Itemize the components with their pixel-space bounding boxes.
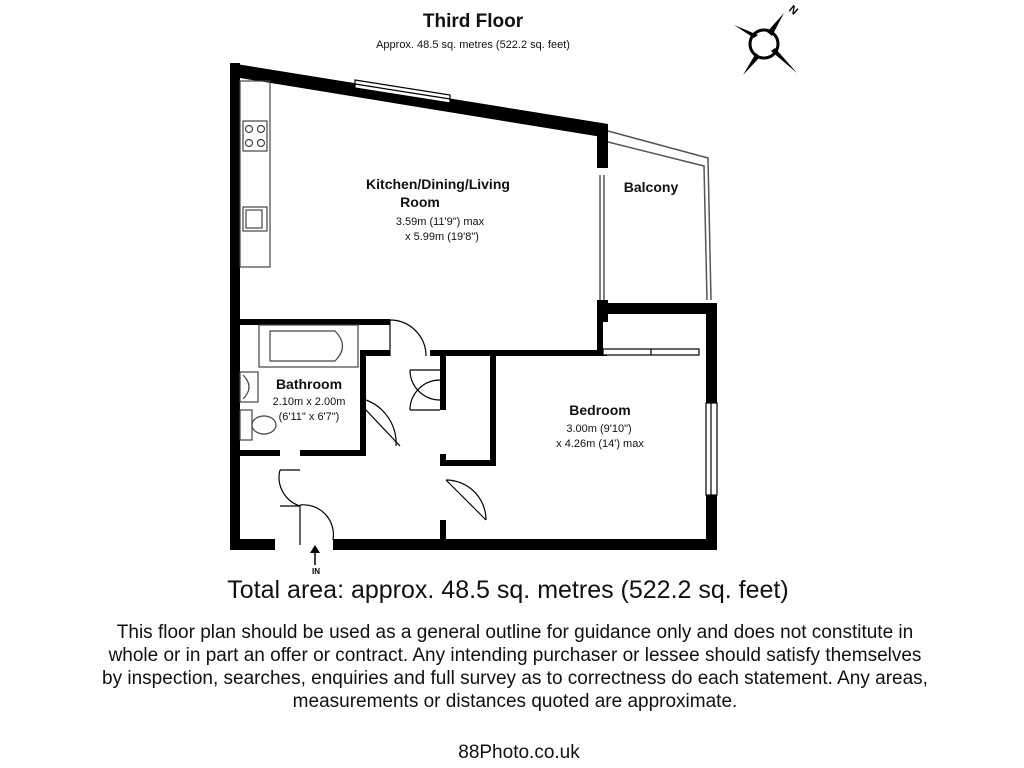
- total-area: Total area: approx. 48.5 sq. metres (522.2 sq. feet): [227, 576, 789, 604]
- kitchen-name-line2: Room: [400, 194, 440, 210]
- kitchen-dim-line1: 3.59m (11'9") max: [395, 216, 485, 228]
- compass-icon: [734, 3, 800, 75]
- entrance-arrow-icon: [310, 545, 320, 575]
- door-bedroom: [446, 480, 486, 520]
- compass-north-label: N: [786, 3, 800, 18]
- door-bathroom: [366, 410, 400, 446]
- bedroom-dim-line1: 3.00m (9'10"): [566, 423, 632, 435]
- toilet-icon: [252, 416, 276, 434]
- bedroom-dim-line2: x 4.26m (14') max: [556, 438, 644, 450]
- wall-bottom: [333, 539, 717, 550]
- plan-title: Third Floor: [422, 11, 524, 32]
- sink-icon: [243, 207, 267, 231]
- balcony-name: Balcony: [623, 179, 679, 195]
- toilet-cistern-icon: [240, 410, 252, 440]
- hob-ring-icon: [246, 126, 253, 133]
- plan-subtitle: Approx. 48.5 sq. metres (522.2 sq. feet): [376, 39, 570, 51]
- kitchen-name-line1: Kitchen/Dining/Living: [366, 176, 510, 192]
- wall-right-kitchen: [597, 124, 608, 168]
- disclaimer-text: This floor plan should be used as a general outline for guidance only and does not constitute in whole or in part an offer or contract. Any intending purchaser or lessee should satisfy themselves by inspection, searches, enquiries and full survey as to correctness do each statement. Any areas, measurements or distances quoted are approximate.: [102, 622, 928, 712]
- bedroom-name: Bedroom: [569, 402, 631, 418]
- bathroom-name: Bathroom: [275, 376, 343, 392]
- wall-balcony-bottom: [597, 303, 717, 314]
- bath-basin-icon: [270, 331, 343, 361]
- hob-icon: [243, 121, 267, 151]
- wall-top: [230, 63, 608, 138]
- walls: [230, 63, 717, 550]
- wall-bedroom-right-top: [706, 303, 717, 403]
- wall-bathroom-right: [360, 350, 366, 456]
- balcony-outline: [600, 131, 711, 300]
- bathroom-dim-line2: (6'11" x 6'7"): [278, 411, 340, 423]
- kitchen-dim-line2: x 5.99m (19'8"): [405, 231, 479, 243]
- windows: [355, 80, 717, 495]
- bathroom-dim-line1: 2.10m x 2.00m: [272, 396, 346, 408]
- kitchen-worktop: [240, 81, 270, 267]
- credit-link[interactable]: 88Photo.co.uk: [458, 742, 580, 763]
- wall-kitchen-bottom: [430, 350, 607, 356]
- wall-left: [230, 63, 240, 550]
- entrance-label: IN: [312, 567, 320, 575]
